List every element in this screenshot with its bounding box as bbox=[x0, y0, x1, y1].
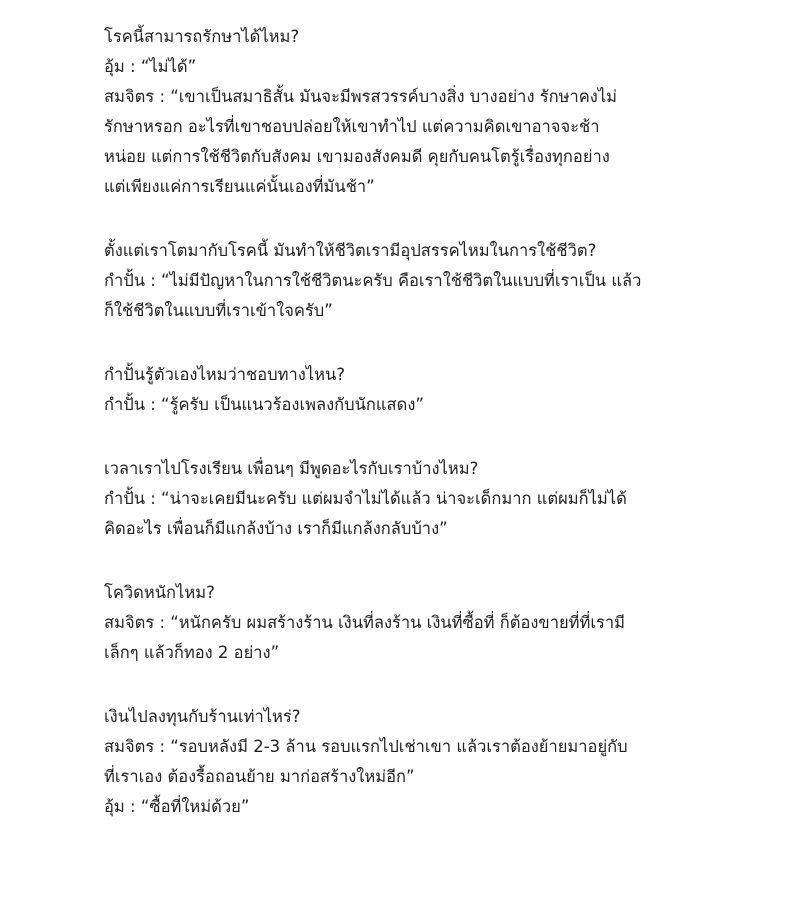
article-body bbox=[104, 22, 704, 856]
answer-text: สมจิตร : “เขาเป็นสมาธิสั้น มันจะมีพรสวรรค์บางสิ่ง บางอย่าง รักษาคงไม่ bbox=[104, 87, 618, 106]
question-text: ตั้งแต่เราโตมากับโรคนี้ มันทำให้ชีวิตเรามีอุปสรรคไหมในการใช้ชีวิต? bbox=[104, 241, 597, 260]
answer-text: กำปั้น : “น่าจะเคยมีนะครับ แต่ผมจำไม่ได้แล้ว น่าจะเด็กมาก แต่ผมก็ไม่ได้ bbox=[104, 489, 627, 508]
answer-text: กำปั้น : “ไม่มีปัญหาในการใช้ชีวิตนะครับ คือเราใช้ชีวิตในแบบที่เราเป็น แล้ว bbox=[104, 271, 642, 290]
answer-text: เล็กๆ แล้วก็ทอง 2 อย่าง” bbox=[104, 643, 280, 662]
qa-block-3 bbox=[104, 360, 704, 420]
question-text: เวลาเราไปโรงเรียน เพื่อนๆ มีพูดอะไรกับเราบ้างไหม? bbox=[104, 459, 479, 478]
answer-text: ก็ใช้ชีวิตในแบบที่เราเข้าใจครับ” bbox=[104, 301, 333, 320]
question-text: กำปั้นรู้ตัวเองไหมว่าชอบทางไหน? bbox=[104, 365, 346, 384]
answer-text: กำปั้น : “รู้ครับ เป็นแนวร้องเพลงกับนักแสดง” bbox=[104, 395, 424, 414]
answer-text: แต่เพียงแค่การเรียนแค่นั้นเองที่มันช้า” bbox=[104, 177, 375, 196]
answer-text: สมจิตร : “รอบหลังมี 2-3 ล้าน รอบแรกไปเช่าเขา แล้วเราต้องย้ายมาอยู่กับ bbox=[104, 737, 628, 756]
answer-text: รักษาหรอก อะไรที่เขาชอบปล่อยให้เขาทำไป แต่ความคิดเขาอาจจะช้า bbox=[104, 117, 600, 136]
qa-block-1 bbox=[104, 22, 704, 202]
qa-block-2 bbox=[104, 236, 704, 326]
qa-block-6 bbox=[104, 702, 704, 822]
question-text: โควิดหนักไหม? bbox=[104, 583, 215, 602]
answer-text: คิดอะไร เพื่อนก็มีแกล้งบ้าง เราก็มีแกล้งกลับบ้าง” bbox=[104, 519, 448, 538]
answer-text: หน่อย แต่การใช้ชีวิตกับสังคม เขามองสังคมดี คุยกับคนโตรู้เรื่องทุกอย่าง bbox=[104, 147, 610, 166]
answer-text: สมจิตร : “หนักครับ ผมสร้างร้าน เงินที่ลงร้าน เงินที่ซื้อที่ ก็ต้องขายที่ที่เรามี bbox=[104, 613, 626, 632]
question-text: เงินไปลงทุนกับร้านเท่าไหร่? bbox=[104, 707, 301, 726]
answer-text: อุ้ม : “ซื้อที่ใหม่ด้วย” bbox=[104, 797, 250, 816]
answer-text: ที่เราเอง ต้องรื้อถอนย้าย มาก่อสร้างใหม่อีก” bbox=[104, 767, 415, 786]
answer-text: อุ้ม : “ไม่ได้” bbox=[104, 57, 197, 76]
question-text: โรคนี้สามารถรักษาได้ไหม? bbox=[104, 27, 300, 46]
qa-block-4 bbox=[104, 454, 704, 544]
qa-block-5 bbox=[104, 578, 704, 668]
